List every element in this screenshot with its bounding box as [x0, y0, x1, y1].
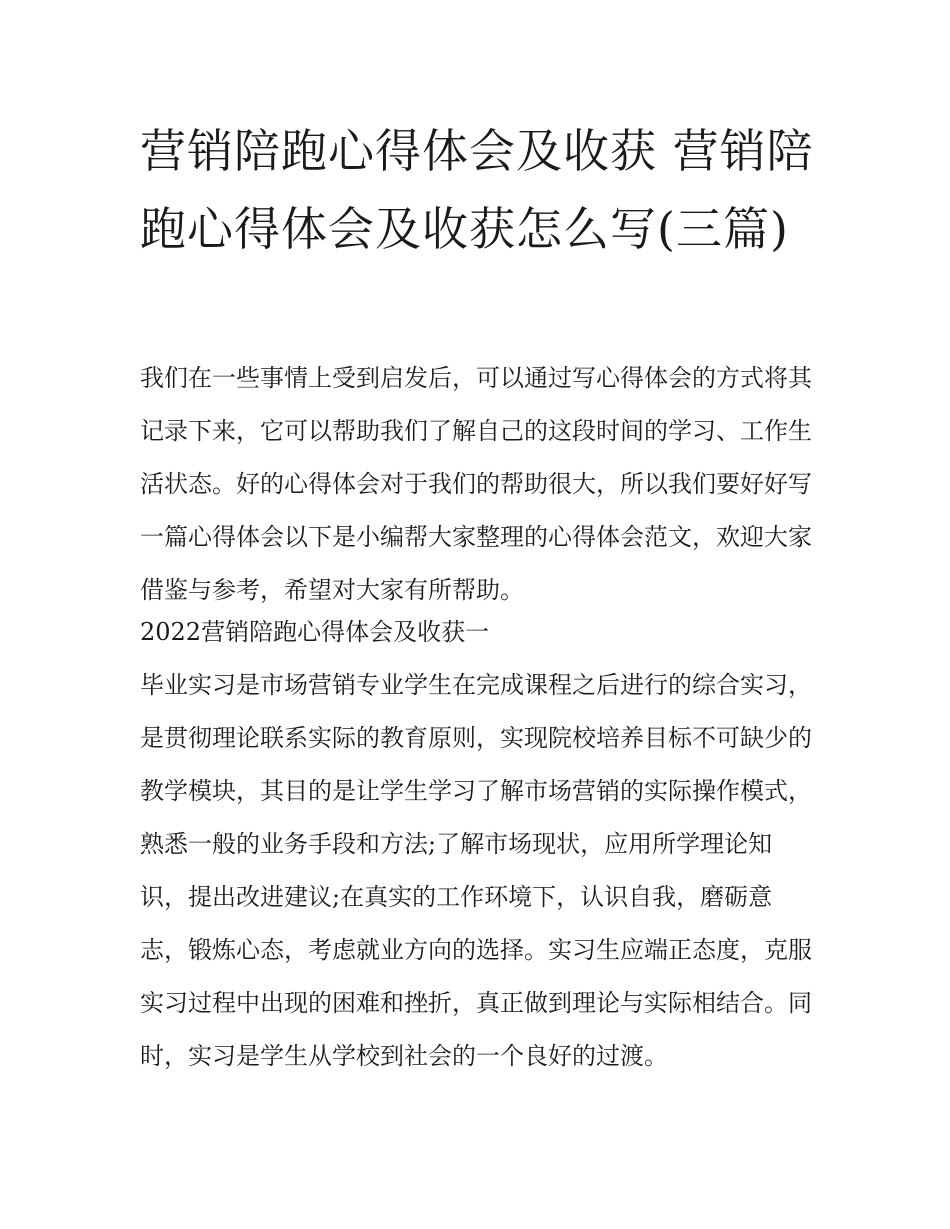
document-title: 营销陪跑心得体会及收获 营销陪跑心得体会及收获怎么写(三篇) — [140, 124, 814, 256]
body-paragraph: 毕业实习是市场营销专业学生在完成课程之后进行的综合实习，是贯彻理论联系实际的教育原则，实现院校培养目标不可缺少的教学模块，其目的是让学生学习了解市场营销的实际操作模式，熟悉一般的业务手段和方法;了解市场现状，应用所学理论知识，提出改进建议;在真实的工作环境下，认识自我，磨砺意志，锻炼心态，考虑就业方向的选择。实习生应端正态度，克服实习过程中出现的困难和挫折，真正做到理论与实际相结合。同时，实习是学生从学校到社会的一个良好的过渡。 — [140, 671, 812, 1070]
section-heading: 2022营销陪跑心得体会及收获一 — [140, 618, 490, 646]
intro-paragraph: 我们在一些事情上受到启发后，可以通过写心得体会的方式将其记录下来，它可以帮助我们了解自己的这段时间的学习、工作生活状态。好的心得体会对于我们的帮助很大，所以我们要好好写一篇心得体会以下是小编帮大家整理的心得体会范文，欢迎大家借鉴与参考，希望对大家有所帮助。 — [140, 364, 812, 604]
